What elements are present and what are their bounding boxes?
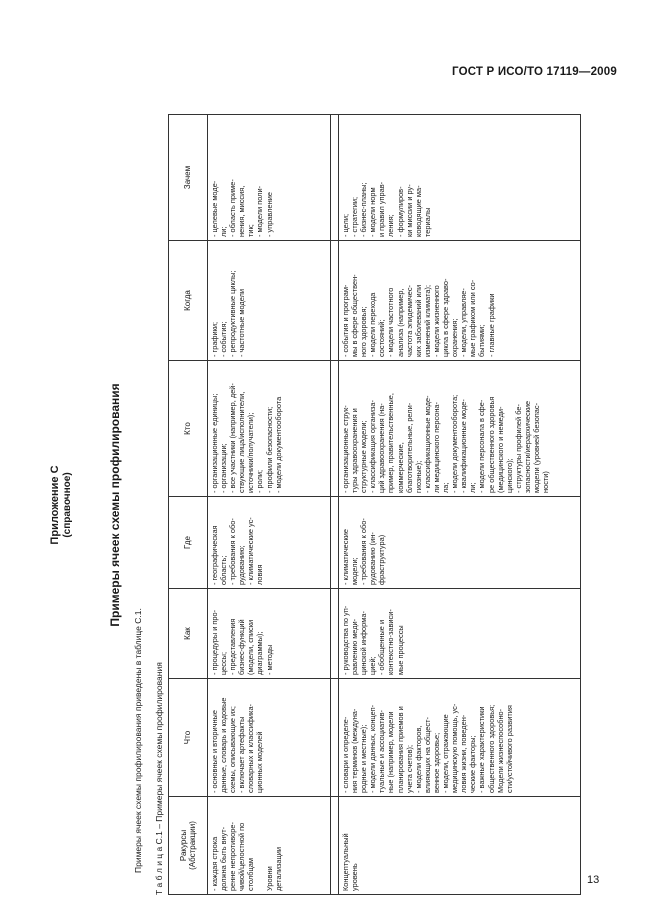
table-cell: - организационные единицы; - организации; - все участники (например, дей- ствующие лица/исполнители, источники/получатели); - роли; - профили безопасности; - модели документооборота — [208, 361, 331, 497]
table-cell: - географическая область; - требования к обо- рудованию; - климатические ус- ловия — [208, 497, 331, 589]
column-header: Зачем — [169, 115, 208, 241]
table-caption: Т а б л и ц а С.1 – Примеры ячеек схемы профилирования — [154, 662, 164, 895]
section-title: Примеры ячеек схемы профилирования — [108, 383, 122, 627]
table-cell: - процедуры и про- цессы; - представления бизнес-функций (модели, списки диаграммы); - методы — [208, 589, 331, 679]
column-header: Что — [169, 679, 208, 797]
document-header: ГОСТ Р ИСО/ТО 17119—2009 — [452, 66, 617, 78]
table-cell: - климатические модели; - требования к обо- рудованию (ин- фраструктура) — [339, 497, 581, 589]
table-row — [339, 115, 581, 895]
page-number: 13 — [587, 874, 600, 886]
table-separator-row — [331, 115, 339, 895]
intro-text: Примеры ячеек схемы профилирования приведены в таблице С.1. — [133, 608, 143, 873]
table-cell: Концептуальный уровень — [339, 797, 581, 895]
column-header: Ракурсы (Абстракции) — [169, 797, 208, 895]
column-header: Как — [169, 589, 208, 679]
table-cell: - основные и вторичные данные, словарь и кодовые схемы, описывающие их; - включает артефакты словарных и классифика- ционных моделей — [208, 679, 331, 797]
table-cell: - организационные струк- туры здравоохранения и структурные модели; - классификация организа- ций здравоохранения (на- пример, правительственные, коммерческие, благотворительные, рели- гиозные); - классификационные моде- ли медицинского персона- ла; - модели документооборота; - квалификационные моде- ли; - модели персонала в сфе- ре общественного здоровья (медицинского и немеди- цинского); - структуры профилей бе- зопасности/иерархические модели (уровней безопас- ности) — [339, 361, 581, 497]
table-header-row — [169, 115, 208, 895]
table-row — [208, 115, 331, 895]
column-header: Когда — [169, 241, 208, 361]
table-cell: - цели; - стратегии; - бизнес-планы; - модели норм и правил управ- ления; - формулиров- ки миссии и ру- ководящие ма- териалы — [339, 115, 581, 241]
appendix-title: Приложение С — [49, 465, 61, 545]
table-cell: - целевые моде- ли; - область приме- нения, миссия, тик; - модели поли- - управление — [208, 115, 331, 241]
table-cell: - словари и определе- ния терминов (междуна- родные и местные); - модели данных, концеп- туальные и ассоциатив- ные (например, модели планирования приемов и учета счетов); - модели факторов, влияющих на общест- венное здоровье; - модели, отражающие медицинскую помощь, ус- ловия жизни, поведен- ческие факторы; - важные характеристики общественного здоровья; Модели жизнеспособно- сти/устойчивого развития — [339, 679, 581, 797]
profiling-table — [168, 114, 581, 895]
column-header: Где — [169, 497, 208, 589]
table-cell: - каждая строка должна быть внут- ренне непротиворе- чивой/целостной по столбцам Уровни детализации — [208, 797, 331, 895]
table-cell: - графики; - события; - репродуктивные циклы; - частотные модели — [208, 241, 331, 361]
rotated-page-content — [20, 115, 551, 895]
table-cell: - события и програм- мы в сфере обществен- ного здоровья; - модели перехода состояний; - модели частотного анализа (например, частота эпидемичес- ких заболеваний или изменений климата); - модели жизненного цикла в сфере здраво- охранения; - модели, управляе- мые графиком или со- бытиями; - главные графики — [339, 241, 581, 361]
appendix-subtitle: (справочное) — [62, 472, 73, 538]
table-cell: - руководства по уп- равлению меди- цинской информа- цией; - обобщенные и контекстно-зависи- мые процессы — [339, 589, 581, 679]
column-header: Кто — [169, 361, 208, 497]
